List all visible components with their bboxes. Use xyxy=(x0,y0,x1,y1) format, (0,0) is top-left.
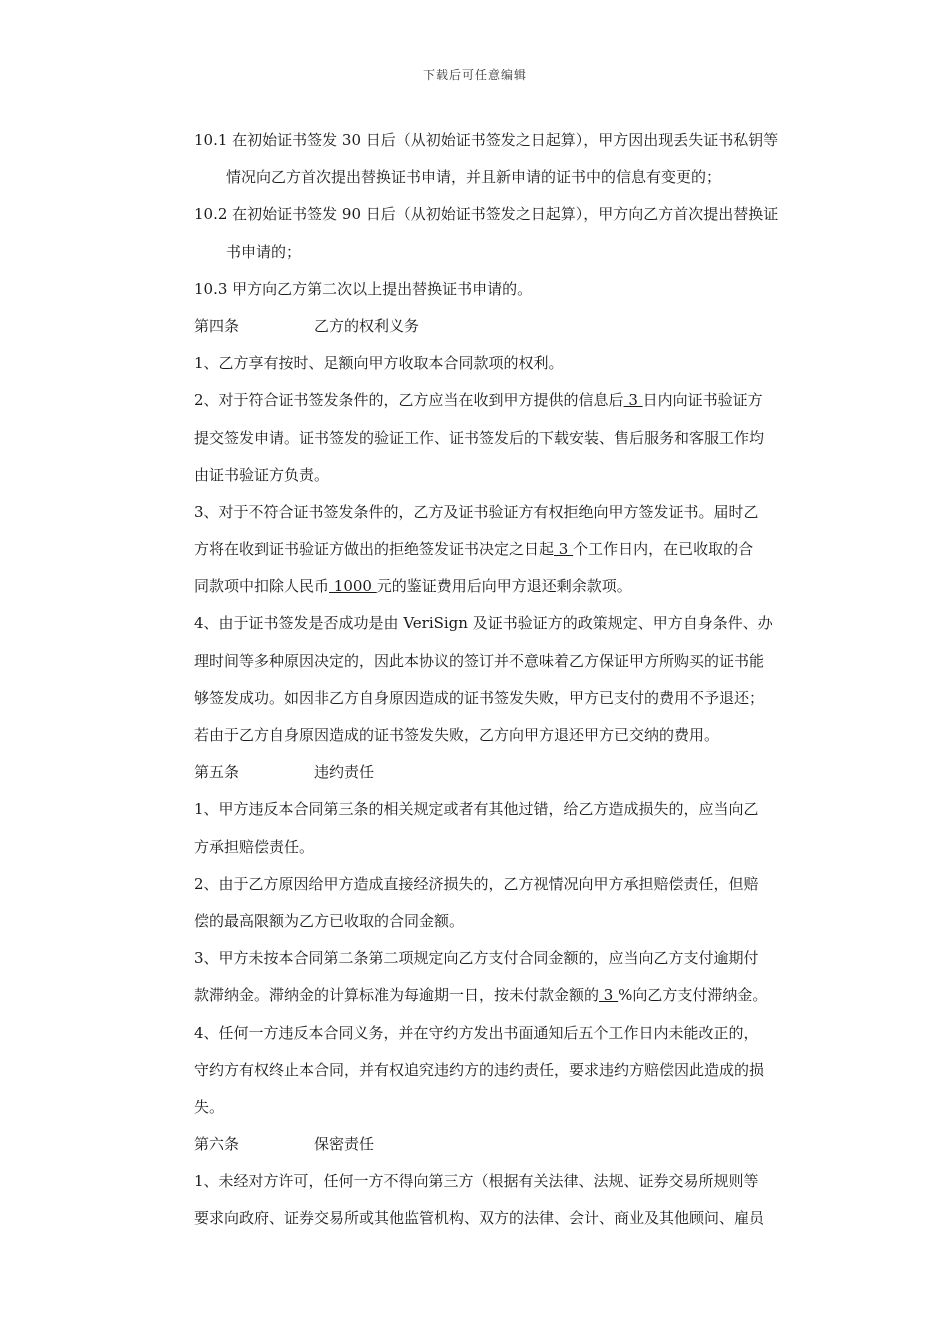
paragraph-line: 由证书验证方负责。 xyxy=(194,465,330,484)
paragraph-line: 10.3 甲方向乙方第二次以上提出替换证书申请的。 xyxy=(194,279,533,298)
line-text: %向乙方支付滞纳金。 xyxy=(618,986,768,1005)
paragraph-line: 2、由于乙方原因给甲方造成直接经济损失的，乙方视情况向甲方承担赔偿责任，但赔 xyxy=(194,874,759,893)
paragraph-line: 情况向乙方首次提出替换证书申请，并且新申请的证书中的信息有变更的； xyxy=(226,168,722,187)
filled-blank: 3 xyxy=(599,986,619,1005)
paragraph-line: 偿的最高限额为乙方已收取的合同金额。 xyxy=(194,911,465,930)
paragraph-line: 方承担赔偿责任。 xyxy=(194,837,315,856)
section-number: 第四条 xyxy=(194,316,240,335)
paragraph-line: 4、任何一方违反本合同义务，并在守约方发出书面通知后五个工作日内未能改正的， xyxy=(194,1023,759,1042)
section-number: 第六条 xyxy=(194,1135,240,1154)
line-text: 同款项中扣除人民币 xyxy=(194,577,330,596)
section-number: 第五条 xyxy=(194,763,240,782)
filled-blank: 1000 xyxy=(329,577,377,596)
filled-blank: 3 xyxy=(554,540,574,559)
line-text: 方将在收到证书验证方做出的拒绝签发证书决定之日起 xyxy=(194,540,555,559)
paragraph-line: 够签发成功。如因非乙方自身原因造成的证书签发失败，甲方已支付的费用不予退还； xyxy=(194,688,765,707)
paragraph-line xyxy=(194,382,809,419)
page-header: 下载后可任意编辑 xyxy=(422,68,527,82)
paragraph-line: 要求向政府、证券交易所或其他监管机构、双方的法律、会计、商业及其他顾问、雇员 xyxy=(194,1209,765,1228)
paragraph-line xyxy=(194,977,809,1014)
section-title: 保密责任 xyxy=(314,1135,375,1154)
paragraph-line xyxy=(194,568,809,605)
section-heading xyxy=(194,308,809,345)
paragraph-line: 10.2 在初始证书签发 90 日后（从初始证书签发之日起算），甲方向乙方首次提出替换证 xyxy=(194,205,779,224)
line-text: 元的鉴证费用后向甲方退还剩余款项。 xyxy=(376,577,632,596)
paragraph-line: 若由于乙方自身原因造成的证书签发失败，乙方向甲方退还甲方已交纳的费用。 xyxy=(194,726,720,744)
line-text: 个工作日内，在已收取的合 xyxy=(573,540,754,559)
line-text: 款滞纳金。滞纳金的计算标准为每逾期一日，按未付款金额的 xyxy=(194,986,600,1005)
paragraph-line: 书申请的； xyxy=(226,242,302,261)
section-heading xyxy=(194,754,809,791)
section-title: 违约责任 xyxy=(314,763,375,782)
paragraph-line: 1、未经对方许可，任何一方不得向第三方（根据有关法律、法规、证券交易所规则等 xyxy=(194,1172,759,1191)
paragraph-line: 提交签发申请。证书签发的验证工作、证书签发后的下载安装、售后服务和客服工作均 xyxy=(194,428,765,447)
section-heading xyxy=(194,1126,809,1163)
document-body xyxy=(194,122,809,1238)
paragraph-line: 守约方有权终止本合同，并有权追究违约方的违约责任，要求违约方赔偿因此造成的损 xyxy=(194,1060,765,1079)
paragraph-line: 1、甲方违反本合同第三条的相关规定或者有其他过错，给乙方造成损失的，应当向乙 xyxy=(194,800,759,819)
paragraph-line: 3、甲方未按本合同第二条第二项规定向乙方支付合同金额的，应当向乙方支付逾期付 xyxy=(194,949,759,968)
paragraph-line: 3、对于不符合证书签发条件的，乙方及证书验证方有权拒绝向甲方签发证书。届时乙 xyxy=(194,502,759,521)
filled-blank: 3 xyxy=(623,391,643,410)
paragraph-line: 1、乙方享有按时、足额向甲方收取本合同款项的权利。 xyxy=(194,354,564,373)
line-text: 2、对于符合证书签发条件的，乙方应当在收到甲方提供的信息后 xyxy=(194,391,624,410)
line-text: 日内向证书验证方 xyxy=(642,391,763,410)
paragraph-line: 10.1 在初始证书签发 30 日后（从初始证书签发之日起算），甲方因出现丢失证书私钥等 xyxy=(194,131,779,149)
paragraph-line: 理时间等多种原因决定的，因此本协议的签订并不意味着乙方保证甲方所购买的证书能 xyxy=(194,651,765,670)
section-title: 乙方的权利义务 xyxy=(314,316,420,335)
paragraph-line: 失。 xyxy=(194,1097,225,1116)
paragraph-line: 4、由于证书签发是否成功是由 VeriSign 及证书验证方的政策规定、甲方自身条件、办 xyxy=(194,614,773,633)
paragraph-line xyxy=(194,531,809,568)
